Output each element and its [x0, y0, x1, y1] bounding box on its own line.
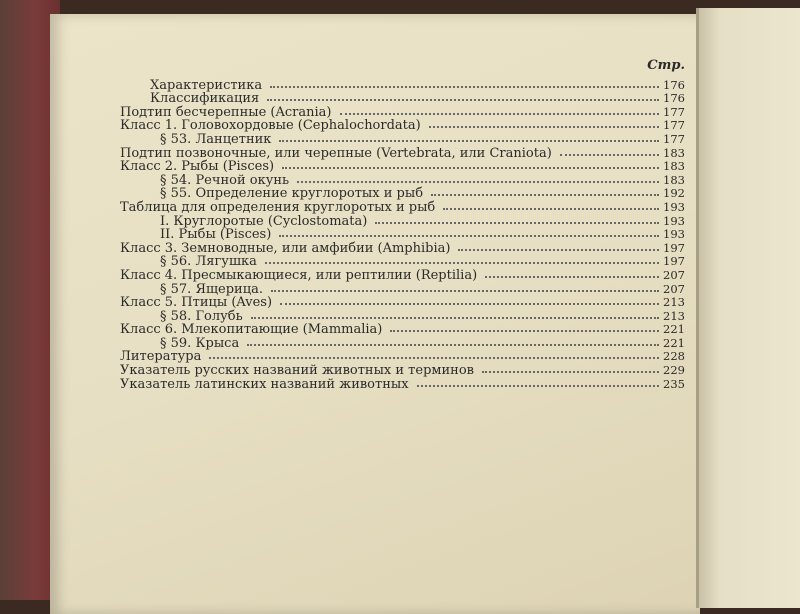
toc-entry: [120, 309, 685, 323]
toc-entry-title: Таблица для определения круглоротых и рыб: [120, 199, 436, 215]
dot-leader: [271, 290, 659, 292]
toc-entry: [120, 282, 685, 296]
toc-entry: [120, 350, 685, 364]
dot-leader: [417, 385, 659, 387]
toc-entry-title: Указатель русских названий животных и терминов: [120, 363, 474, 379]
page-label: Стр.: [647, 58, 685, 73]
toc-entry: [120, 228, 685, 242]
dot-leader: [340, 113, 660, 115]
dot-leader: [429, 126, 659, 128]
toc-entry-page: 177: [663, 118, 685, 133]
toc-entry-title: Литература: [120, 349, 202, 365]
toc-entry-title: Характеристика: [150, 77, 263, 93]
toc-entry-page: 183: [663, 145, 685, 160]
toc-entry-title: Подтип бесчерепные (Acrania): [120, 104, 332, 120]
toc-entry-title: I. Круглоротые (Cyclostomata): [160, 213, 368, 229]
dot-leader: [375, 222, 659, 224]
toc-entry-page: 197: [663, 254, 685, 269]
toc-entry-title: Класс 3. Земноводные, или амфибии (Amphibia): [120, 240, 451, 256]
toc-entry: [120, 268, 685, 282]
toc-entry-page: 235: [663, 376, 685, 391]
dot-leader: [297, 181, 659, 183]
toc-entry: [120, 363, 685, 377]
toc-entry-page: 176: [663, 77, 685, 92]
toc-entry-page: 213: [663, 308, 685, 323]
toc-entry-title: Классификация: [150, 91, 260, 107]
toc-entry-title: Класс 2. Рыбы (Pisces): [120, 159, 275, 175]
toc-entry-page: 197: [663, 240, 685, 255]
dot-leader: [443, 208, 659, 210]
toc-entry-page: 213: [663, 295, 685, 310]
toc-entry: [120, 132, 685, 146]
table-of-contents: [120, 58, 685, 391]
dot-leader: [209, 357, 659, 359]
dot-leader: [251, 317, 659, 319]
toc-entry-title: Подтип позвоночные, или черепные (Vertebrata, или Craniota): [120, 145, 552, 161]
toc-entry: [120, 241, 685, 255]
toc-entry-page: 193: [663, 199, 685, 214]
toc-entry: [120, 146, 685, 160]
toc-entry-page: 183: [663, 159, 685, 174]
toc-entry-page: 207: [663, 281, 685, 296]
toc-entries: [120, 78, 685, 391]
dot-leader: [279, 235, 659, 237]
dot-leader: [485, 276, 659, 278]
dot-leader: [267, 99, 659, 101]
page-column-header: [120, 58, 685, 78]
dot-leader: [431, 194, 659, 196]
toc-entry-page: 183: [663, 172, 685, 187]
toc-entry-title: § 55. Определение круглоротых и рыб: [160, 186, 424, 202]
toc-entry: [120, 78, 685, 92]
toc-entry-page: 177: [663, 131, 685, 146]
toc-entry-title: § 57. Ящерица.: [160, 281, 263, 297]
toc-entry-page: 229: [663, 363, 685, 378]
toc-entry: [120, 336, 685, 350]
toc-entry-page: 221: [663, 322, 685, 337]
toc-entry-page: 176: [663, 91, 685, 106]
toc-entry-title: Класс 4. Пресмыкающиеся, или рептилии (Reptilia): [120, 267, 478, 283]
dot-leader: [390, 330, 659, 332]
dot-leader: [265, 262, 659, 264]
toc-entry: [120, 214, 685, 228]
toc-entry-title: Класс 1. Головохордовые (Cephalochordata): [120, 118, 421, 134]
toc-entry: [120, 187, 685, 201]
dot-leader: [458, 249, 659, 251]
dot-leader: [560, 154, 659, 156]
dot-leader: [279, 140, 659, 142]
toc-entry-title: § 53. Ланцетник: [160, 131, 272, 147]
dot-leader: [247, 344, 659, 346]
toc-entry: [120, 377, 685, 391]
toc-entry-title: § 58. Голубь: [160, 308, 243, 324]
toc-entry: [120, 119, 685, 133]
toc-entry-title: Указатель латинских названий животных: [120, 376, 409, 392]
toc-entry-page: 228: [663, 349, 685, 364]
dot-leader: [280, 303, 659, 305]
toc-entry-page: 221: [663, 335, 685, 350]
toc-entry-title: § 54. Речной окунь: [160, 172, 290, 188]
toc-entry: [120, 200, 685, 214]
toc-entry-title: § 56. Лягушка: [160, 254, 257, 270]
dot-leader: [482, 371, 659, 373]
toc-entry: [120, 173, 685, 187]
toc-entry: [120, 323, 685, 337]
toc-entry-page: 192: [663, 186, 685, 201]
toc-entry: [120, 105, 685, 119]
toc-entry-title: II. Рыбы (Pisces): [160, 227, 272, 243]
toc-entry-page: 207: [663, 267, 685, 282]
dot-leader: [282, 167, 659, 169]
toc-entry-title: § 59. Крыса: [160, 335, 240, 351]
toc-entry-page: 193: [663, 213, 685, 228]
toc-entry-page: 177: [663, 104, 685, 119]
toc-entry: [120, 160, 685, 174]
toc-entry: [120, 296, 685, 310]
toc-entry-title: Класс 6. Млекопитающие (Mammalia): [120, 322, 383, 338]
facing-page: [696, 8, 800, 608]
toc-entry-title: Класс 5. Птицы (Aves): [120, 295, 273, 311]
dot-leader: [270, 86, 659, 88]
toc-entry: [120, 255, 685, 269]
toc-entry: [120, 92, 685, 106]
toc-entry-page: 193: [663, 227, 685, 242]
